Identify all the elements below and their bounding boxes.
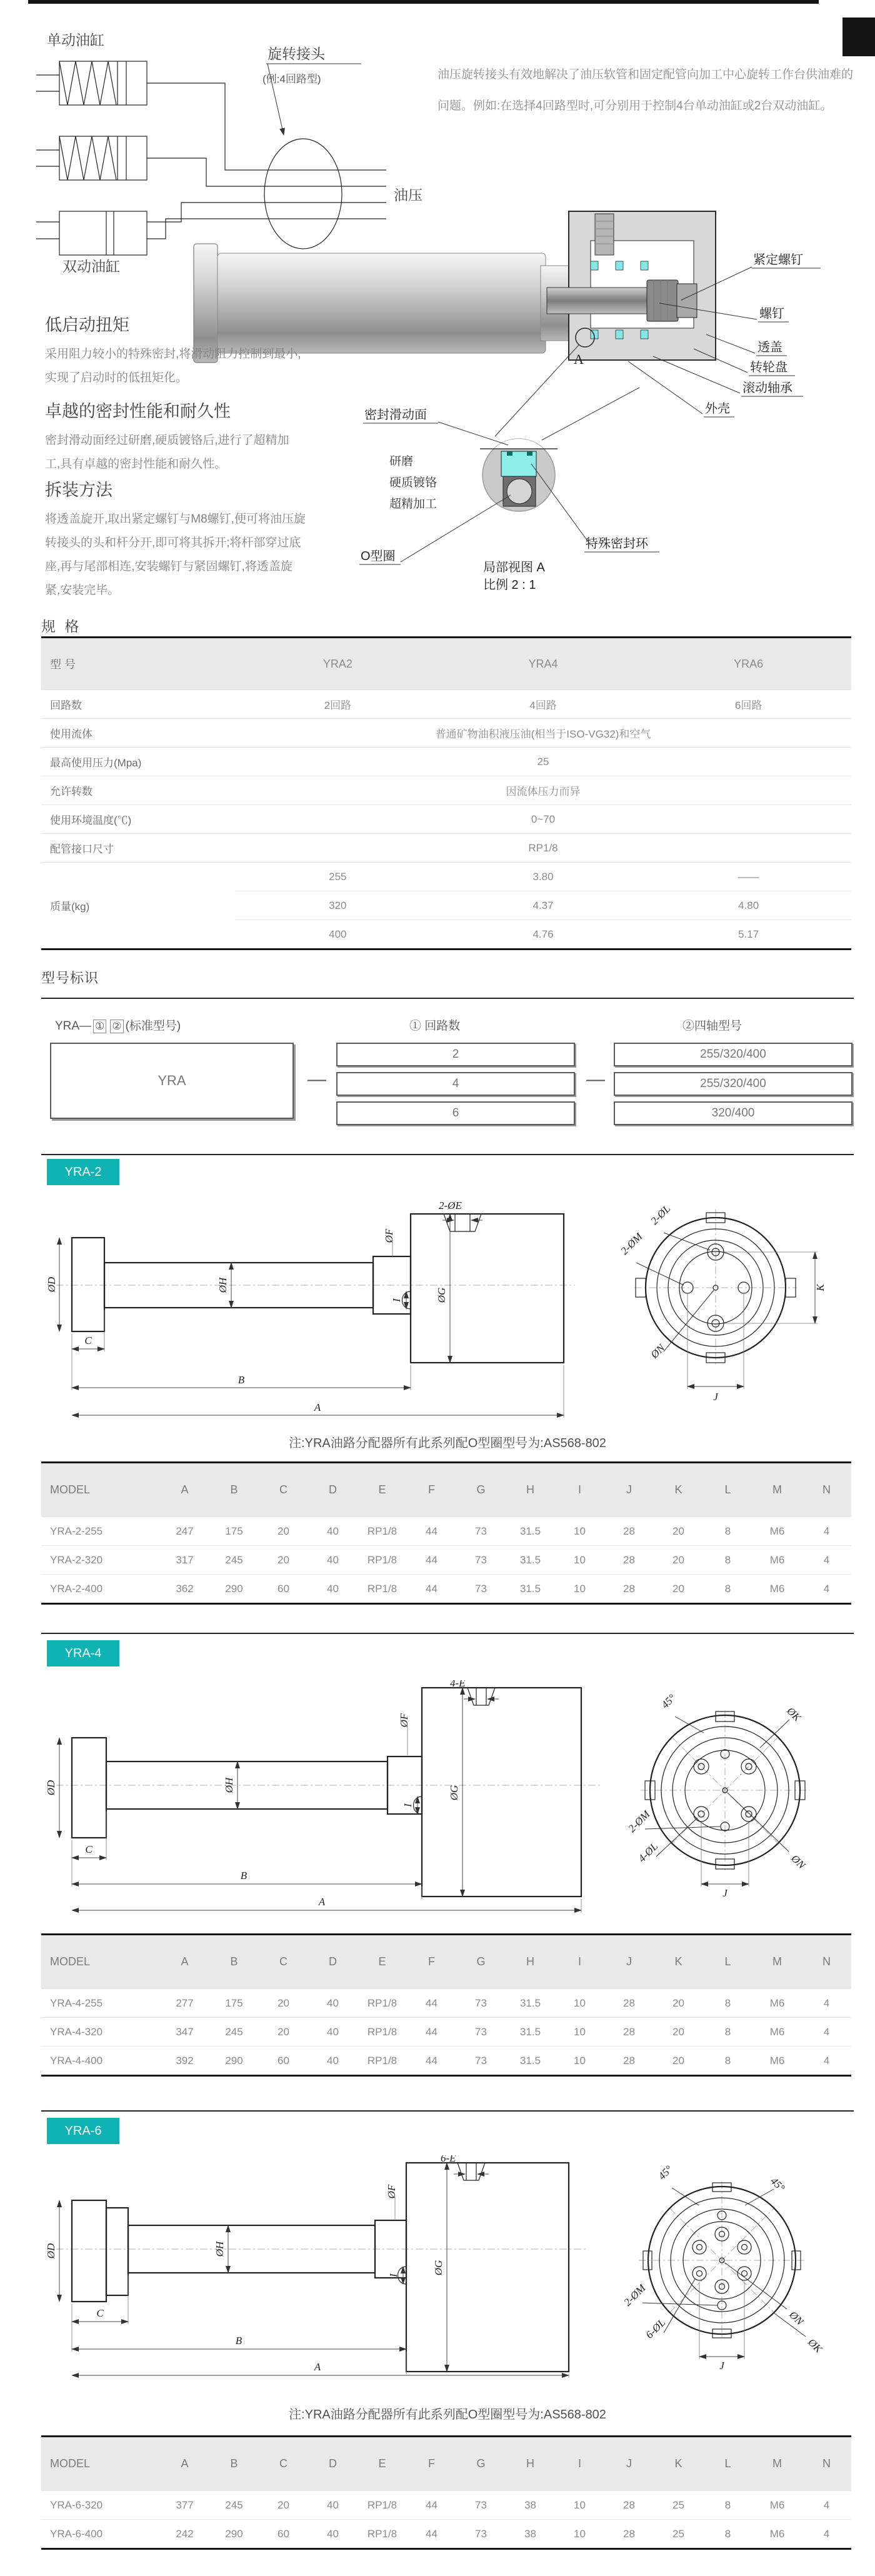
seal-surface-label: 密封滑动面: [364, 408, 427, 422]
spec-model-yra2: YRA2: [322, 657, 352, 670]
column-header: C: [279, 2457, 288, 2470]
callout-rolling-bearing: 滚动轴承: [742, 381, 792, 395]
yra6-note: 注:YRA油路分配器所有此系列配O型圈型号为:AS568-802: [289, 2408, 606, 2422]
column-header: I: [578, 1483, 581, 1496]
dim-label: ØG: [432, 2260, 444, 2276]
model-id-rule: [41, 998, 854, 999]
badge-yra6: YRA-6: [47, 2118, 119, 2144]
yra2-table-body: [41, 1516, 851, 1603]
dim-label: 2-ØM: [621, 2282, 648, 2308]
column-header: E: [378, 2457, 386, 2470]
dim-label: B: [240, 1870, 248, 1882]
section-rule: [41, 1633, 854, 1634]
yra2-note: 注:YRA油路分配器所有此系列配O型圈型号为:AS568-802: [289, 1436, 606, 1450]
dim-label: ØF: [398, 1713, 410, 1728]
column-header: A: [181, 1483, 189, 1496]
dim-label: ØG: [436, 1287, 448, 1303]
dim-label: I: [402, 1803, 414, 1807]
feature-title-low-torque: 低启动扭矩: [45, 316, 129, 334]
yra2-table-header: [41, 1463, 851, 1516]
model-id-base-box: YRA: [50, 1043, 294, 1119]
column-header: C: [279, 1955, 288, 1968]
dim-label: ØG: [448, 1785, 460, 1801]
spec-row: 使用环境温度(℃) 0~70: [41, 804, 851, 833]
spec-mass-row: 400 4.76 5.17: [235, 920, 851, 948]
dim-label: 6-E: [441, 2155, 456, 2164]
column-header: J: [626, 1955, 632, 1968]
dim-label: ØN: [787, 2308, 806, 2328]
column-header: I: [578, 1955, 581, 1968]
column-header: F: [428, 1955, 435, 1968]
dim-label: 2-ØM: [618, 1230, 645, 1257]
yra4-table: [41, 1933, 851, 2077]
column-header: I: [578, 2457, 581, 2470]
dim-label: ØH: [223, 1777, 235, 1793]
callout-through-cover: 透盖: [758, 341, 782, 354]
column-header: K: [674, 1955, 682, 1968]
dim-label: 45°: [768, 2175, 788, 2194]
dim-label: B: [238, 1374, 245, 1386]
dim-label: I: [391, 1298, 402, 1302]
double-cylinder-label: 双动油缸: [62, 258, 120, 274]
column-header: E: [378, 1955, 386, 1968]
column-header: J: [626, 1483, 632, 1496]
column-header: H: [526, 1955, 534, 1968]
spec-model-yra4: YRA4: [528, 657, 558, 670]
column-header: K: [674, 2457, 682, 2470]
dim-label: J: [722, 1887, 728, 1899]
dim-label: ØN: [789, 1852, 808, 1872]
dim-label: A: [314, 2361, 321, 2373]
feature-body: 密封滑动面经过研磨,硬质镀铬后,进行了超精加 工,具有卓越的密封性能和耐久性。: [45, 434, 289, 471]
yra6-table-header: [41, 2437, 851, 2490]
process-chrome: 硬质镀铬: [389, 476, 438, 489]
process-superfinish: 超精加工: [389, 498, 438, 511]
dim-label: ØN: [648, 1341, 668, 1361]
dash: —: [308, 1069, 326, 1090]
intro-line: 问题。例如:在选择4回路型时,可分别用于控制4台单动油缸或2台双动油缸。: [438, 99, 832, 113]
feature-body: 将透盖旋开,取出紧定螺钉与M8螺钉,便可将油压旋 转接头的头和杆分开,即可将其拆开;将杆部穿过底 座,再与尾部相连,安装螺钉与紧固螺钉,将透盖旋 紧,安装完毕。: [45, 513, 306, 597]
dim-label: J: [719, 2360, 724, 2372]
column-header: B: [230, 1483, 238, 1496]
spec-mass-label: 质量(kg): [50, 901, 90, 913]
spec-header-row: [41, 638, 851, 689]
circuit-option: 6: [336, 1101, 575, 1125]
column-header: B: [230, 2457, 238, 2470]
oil-pressure-label: 油压: [394, 187, 422, 203]
yra4-table-header: [41, 1935, 851, 1988]
dim-label: 2-ØM: [626, 1808, 652, 1835]
dim-label: J: [713, 1391, 718, 1403]
spec-heading: 规 格: [41, 618, 82, 634]
column-header: F: [428, 1483, 435, 1496]
detail-view-title: 局部视图 A: [483, 561, 545, 574]
table-row: YRA-2-255 247 175 20 40 RP1/8 44 73 31.5 10 28 20 8 M6 4: [41, 1516, 851, 1545]
column-header: G: [476, 1955, 486, 1968]
dim-label: 45°: [659, 1691, 678, 1711]
circuit-option: 2: [336, 1043, 575, 1066]
column-header: F: [428, 2457, 435, 2470]
column-header: N: [822, 2457, 831, 2470]
special-seal-label: 特殊密封环: [586, 537, 648, 551]
column-header: M: [772, 2457, 782, 2470]
dim-label: ØD: [45, 1780, 57, 1796]
spec-mass-row: 320 4.37 4.80: [235, 891, 851, 920]
column-header: L: [724, 1955, 731, 1968]
intro-paragraph: [438, 59, 870, 122]
column-header: J: [626, 2457, 632, 2470]
callout-rotor-disc: 转轮盘: [750, 361, 788, 374]
table-row: YRA-2-400 362 290 60 40 RP1/8 44 73 31.5 10 28 20 8 M6 4: [41, 1574, 851, 1603]
double-cylinder-symbol: [36, 211, 147, 255]
table-row: YRA-4-320 347 245 20 40 RP1/8 44 73 31.5 10 28 20 8 M6 4: [41, 2017, 851, 2046]
yra2-dimension-drawing: [38, 1201, 850, 1423]
feature-title-sealing: 卓越的密封性能和耐久性: [45, 402, 231, 421]
spec-row: 最高使用压力(Mpa) 25: [41, 747, 851, 776]
rotary-joint-example: (例:4回路型): [262, 73, 321, 85]
dim-label: A: [318, 1896, 326, 1908]
model-id-col1-label: ① 回路数: [409, 1020, 461, 1033]
dim-label: B: [235, 2335, 242, 2347]
column-header: MODEL: [50, 1955, 91, 1968]
shaft-option: 255/320/400: [614, 1072, 852, 1096]
model-id-shaft-options: [614, 1043, 852, 1125]
column-header: L: [724, 2457, 731, 2470]
column-header: G: [476, 1483, 486, 1496]
column-header: M: [772, 1483, 782, 1496]
table-row: YRA-6-320 377 245 20 40 RP1/8 44 73 38 10 28 25 8 M6 4: [41, 2490, 851, 2519]
feature-body: 采用阻力较小的特殊密封,将滑动阻力控制到最小, 实现了启动时的低扭矩化。: [45, 348, 301, 384]
column-header: A: [181, 1955, 189, 1968]
yra4-dimension-drawing: [38, 1680, 850, 1925]
page-corner-mark: [842, 18, 875, 56]
feature-title-disassembly: 拆装方法: [45, 481, 112, 499]
yra4-table-body: [41, 1988, 851, 2075]
dim-label: ØH: [214, 2241, 226, 2257]
spec-row: 使用流体 普通矿物油积液压油(相当于ISO-VG32)和空气: [41, 718, 851, 747]
spec-span-rows: [41, 718, 851, 862]
shaft-option: 255/320/400: [614, 1043, 852, 1066]
detail-view-scale: 比例 2 : 1: [483, 578, 536, 592]
dim-label: ØF: [383, 1228, 395, 1243]
spec-row: 允许转数 因流体压力而异: [41, 776, 851, 804]
dim-label: C: [84, 1335, 92, 1346]
model-id-circuit-options: [336, 1043, 575, 1125]
dim-label: 2-ØL: [648, 1203, 673, 1227]
callout-housing: 外壳: [705, 402, 730, 416]
spec-table: [41, 636, 851, 950]
column-header: N: [822, 1955, 831, 1968]
column-header: M: [772, 1955, 782, 1968]
column-header: H: [526, 1483, 534, 1496]
dim-label: ØH: [217, 1277, 229, 1293]
yra6-end-view: [621, 2163, 825, 2372]
section-rule: [41, 2110, 854, 2112]
column-header: K: [674, 1483, 682, 1496]
dim-label: A: [314, 1401, 321, 1413]
yra2-table: [41, 1461, 851, 1605]
dim-label: C: [96, 2307, 104, 2319]
spec-mass-rows: [235, 863, 851, 948]
spec-mass-row: 255 3.80 ——: [329, 870, 759, 883]
column-header: G: [476, 2457, 486, 2470]
single-cylinder-symbol: [36, 136, 147, 180]
column-header: E: [378, 1483, 386, 1496]
detail-a-letter: A: [574, 351, 584, 367]
column-header: MODEL: [50, 2457, 91, 2470]
column-header: D: [329, 1955, 337, 1968]
dim-label: ØF: [386, 2184, 398, 2199]
dim-label: 45°: [656, 2163, 675, 2182]
table-row: YRA-4-400 392 290 60 40 RP1/8 44 73 31.5 10 28 20 8 M6 4: [41, 2046, 851, 2075]
spec-row-circuits: 回路数 2回路 4回路 6回路: [41, 689, 851, 718]
dim-label: K: [814, 1284, 826, 1291]
yra6-table-body: [41, 2490, 851, 2548]
badge-yra4: YRA-4: [47, 1640, 119, 1666]
spec-model-label: 型 号: [50, 658, 76, 671]
model-id-formula: YRA— ① ② (标准型号): [55, 1020, 181, 1033]
model-id-col2-label: ②四轴型号: [682, 1020, 742, 1033]
column-header: MODEL: [50, 1483, 91, 1496]
table-row: YRA-6-400 242 290 60 40 RP1/8 44 73 38 10 28 25 8 M6 4: [41, 2519, 851, 2548]
dim-label: 4-ØL: [636, 1840, 661, 1865]
yra6-dimension-drawing: [38, 2155, 850, 2396]
single-cylinder-label: 单动油缸: [47, 32, 104, 48]
rotary-joint-label: 旋转接头: [268, 46, 325, 62]
spec-model-yra6: YRA6: [734, 657, 764, 670]
yra6-table: [41, 2435, 851, 2550]
shaft-option: 320/400: [614, 1101, 852, 1125]
intro-line: 油压旋转接头有效地解决了油压软管和固定配管向加工中心旋转工作台供油难的: [438, 68, 854, 81]
column-header: L: [724, 1483, 731, 1496]
dim-label: 6-ØL: [643, 2317, 668, 2341]
process-grinding: 研磨: [389, 455, 414, 468]
dim-label: ØK: [784, 1705, 804, 1724]
dim-label: C: [85, 1843, 92, 1855]
callout-set-screw: 紧定螺钉: [753, 253, 803, 267]
yra2-end-view: [618, 1203, 826, 1403]
column-header: A: [181, 2457, 189, 2470]
dim-label: ØD: [46, 1276, 58, 1293]
model-id-heading: 型号标识: [41, 970, 99, 986]
callout-screw: 螺钉: [759, 307, 784, 321]
badge-yra2: YRA-2: [47, 1159, 119, 1185]
spec-mass-block: [41, 862, 851, 948]
dim-label: ØD: [45, 2243, 57, 2259]
dash: —: [586, 1069, 605, 1090]
single-cylinder-symbol: [36, 61, 147, 105]
column-header: D: [329, 1483, 337, 1496]
yra4-end-view: [626, 1691, 809, 1899]
section-rule: [41, 1154, 854, 1155]
top-rule: [28, 0, 819, 4]
dim-label: 2-ØE: [439, 1201, 462, 1211]
column-header: H: [526, 2457, 534, 2470]
column-header: C: [279, 1483, 288, 1496]
column-header: B: [230, 1955, 238, 1968]
table-row: YRA-4-255 277 175 20 40 RP1/8 44 73 31.5 10 28 20 8 M6 4: [41, 1988, 851, 2017]
detail-view-a: [347, 383, 741, 595]
table-row: YRA-2-320 317 245 20 40 RP1/8 44 73 31.5 10 28 20 8 M6 4: [41, 1545, 851, 1574]
o-ring-shape: [507, 479, 532, 504]
dim-label: I: [388, 2273, 399, 2277]
dim-label: 4-E: [450, 1680, 466, 1689]
dim-label: ØK: [806, 2336, 825, 2355]
o-ring-label: O型圈: [361, 549, 396, 563]
circuit-option: 4: [336, 1072, 575, 1096]
column-header: N: [822, 1483, 831, 1496]
spec-row: 配管接口尺寸 RP1/8: [41, 833, 851, 862]
column-header: D: [329, 2457, 337, 2470]
